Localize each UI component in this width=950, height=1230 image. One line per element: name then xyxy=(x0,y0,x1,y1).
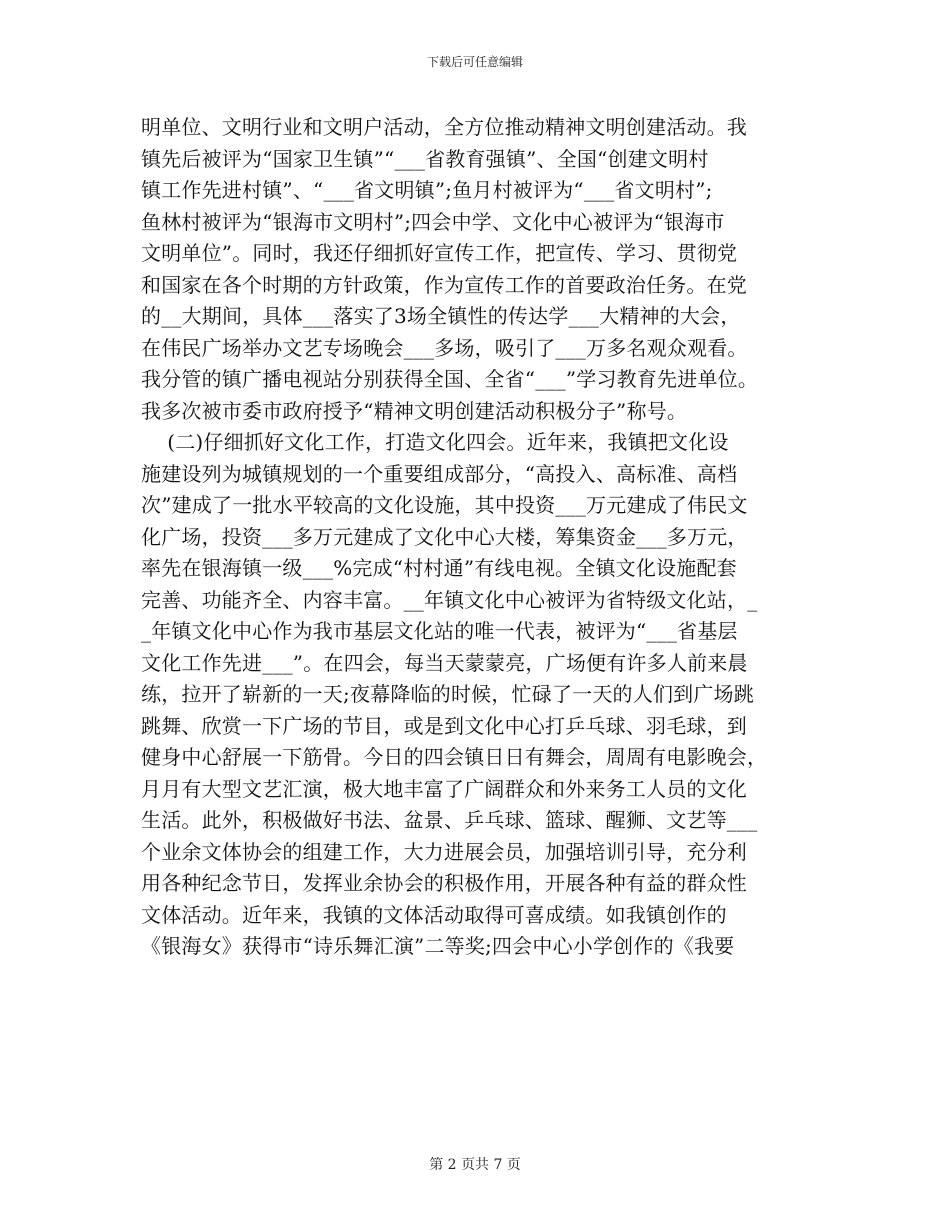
text-line: 施建设列为城镇规划的一个重要组成部分，“高投入、高标准、高档 xyxy=(141,461,738,486)
text-line: 明单位、文明行业和文明户活动，全方位推动精神文明创建活动。我 xyxy=(141,115,747,139)
text-line: 化广场，投资___多万元建成了文化中心大楼，筹集资金___多万元， xyxy=(141,524,748,549)
text-line: 镇工作先进村镇”、“___省文明镇”;鱼月村被评为“___省文明村”; xyxy=(141,178,713,202)
text-line: 和国家在各个时期的方针政策，作为宣传工作的首要政治任务。在党 xyxy=(141,272,747,297)
text-line: 我多次被市委市政府授予“精神文明创建活动积极分子”称号。 xyxy=(141,398,688,423)
text-line: 我分管的镇广播电视站分别获得全国、全省“___”学习教育先进单位。 xyxy=(141,367,759,391)
text-line: 次”建成了一批水平较高的文化设施，其中投资___万元建成了伟民文 xyxy=(141,493,748,517)
document-body xyxy=(141,112,831,963)
text-line: 镇先后被评为“国家卫生镇”“___省教育强镇”、全国“创建文明村 xyxy=(141,146,709,171)
text-line: 《银海女》获得市“诗乐舞汇演”二等奖;四会中心小学创作的《我要 xyxy=(141,934,735,958)
page-header: 下载后可任意编辑 xyxy=(426,55,523,69)
text-line: 练，拉开了崭新的一天;夜幕降临的时候，忙碌了一天的人们到广场跳 xyxy=(141,682,754,706)
text-line: 文体活动。近年来，我镇的文体活动取得可喜成绩。如我镇创作的 xyxy=(141,902,727,927)
text-line: 在伟民广场举办文艺专场晚会___多场，吸引了___万多名观众观看。 xyxy=(141,335,748,360)
text-line: 用各种纪念节日，发挥业余协会的积极作用，开展各种有益的群众性 xyxy=(141,871,747,895)
text-line: (二)仔细抓好文化工作，打造文化四会。近年来，我镇把文化设 xyxy=(141,430,729,454)
text-line: 文化工作先进___”。在四会，每当天蒙蒙亮，广场便有许多人前来晨 xyxy=(141,650,748,675)
text-line: 生活。此外，积极做好书法、盆景、乒乓球、篮球、醒狮、文艺等___ xyxy=(141,808,758,832)
text-line: 完善、功能齐全、内容丰富。__年镇文化中心被评为省特级文化站，_ xyxy=(141,587,758,612)
page-footer: 第 2 页共 7 页 xyxy=(429,1157,521,1173)
text-line: 的__大期间，具体___落实了3场全镇性的传达学___大精神的大会， xyxy=(141,304,741,328)
text-line: 健身中心舒展一下筋骨。今日的四会镇日日有舞会，周周有电影晚会， xyxy=(141,745,768,769)
text-line: 月月有大型文艺汇演，极大地丰富了广阔群众和外来务工人员的文化 xyxy=(141,776,747,801)
text-line: 文明单位”。同时，我还仔细抓好宣传工作，把宣传、学习、贯彻党 xyxy=(141,241,738,265)
text-line: _年镇文化中心作为我市基层文化站的唯一代表，被评为“___省基层 xyxy=(141,619,738,643)
text-line: 跳舞、欣赏一下广场的节目，或是到文化中心打乒乓球、羽毛球，到 xyxy=(141,713,747,738)
text-line: 率先在银海镇一级___%完成“村村通”有线电视。全镇文化设施配套 xyxy=(141,556,737,580)
text-line: 个业余文体协会的组建工作，大力进展会员，加强培训引导，充分利 xyxy=(141,839,747,864)
text-line: 鱼林村被评为“银海市文明村”;四会中学、文化中心被评为“银海市 xyxy=(141,209,725,234)
